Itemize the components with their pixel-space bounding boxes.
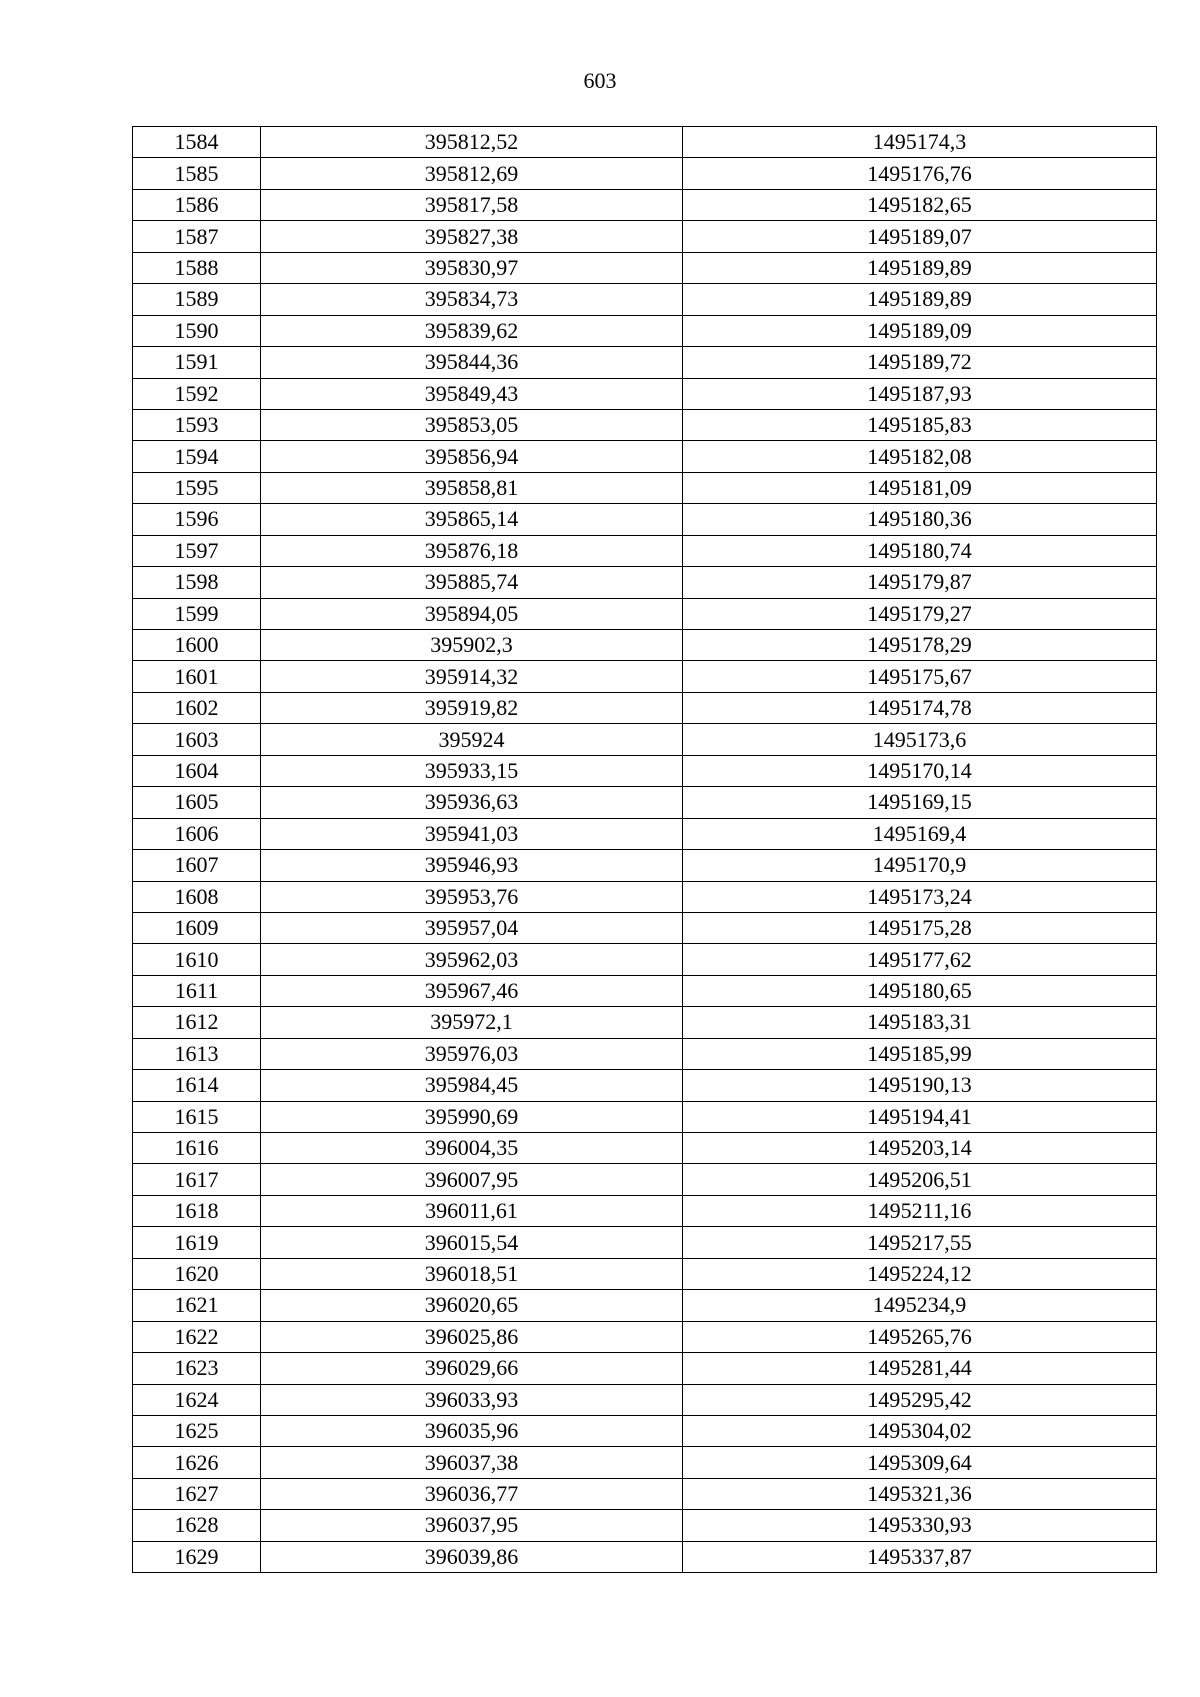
x-coordinate-cell: 396037,95 — [261, 1510, 683, 1541]
table-row — [133, 692, 1157, 723]
point-number-cell: 1593 — [133, 409, 261, 440]
point-number-cell: 1586 — [133, 189, 261, 220]
table-row — [133, 630, 1157, 661]
table-row — [133, 1258, 1157, 1289]
table-row — [133, 1164, 1157, 1195]
x-coordinate-cell: 395976,03 — [261, 1038, 683, 1069]
y-coordinate-cell: 1495281,44 — [683, 1353, 1157, 1384]
point-number-cell: 1599 — [133, 598, 261, 629]
coordinates-table-body — [133, 127, 1157, 1573]
y-coordinate-cell: 1495295,42 — [683, 1384, 1157, 1415]
table-row — [133, 504, 1157, 535]
table-row — [133, 1070, 1157, 1101]
y-coordinate-cell: 1495321,36 — [683, 1478, 1157, 1509]
point-number-cell: 1604 — [133, 755, 261, 786]
point-number-cell: 1619 — [133, 1227, 261, 1258]
point-number-cell: 1585 — [133, 158, 261, 189]
point-number-cell: 1595 — [133, 472, 261, 503]
table-row — [133, 1478, 1157, 1509]
point-number-cell: 1589 — [133, 284, 261, 315]
x-coordinate-cell: 395853,05 — [261, 409, 683, 440]
x-coordinate-cell: 395865,14 — [261, 504, 683, 535]
x-coordinate-cell: 395876,18 — [261, 535, 683, 566]
point-number-cell: 1629 — [133, 1541, 261, 1572]
table-row — [133, 1321, 1157, 1352]
table-row — [133, 127, 1157, 158]
point-number-cell: 1609 — [133, 912, 261, 943]
table-row — [133, 535, 1157, 566]
table-row — [133, 661, 1157, 692]
y-coordinate-cell: 1495189,09 — [683, 315, 1157, 346]
y-coordinate-cell: 1495180,36 — [683, 504, 1157, 535]
x-coordinate-cell: 395894,05 — [261, 598, 683, 629]
y-coordinate-cell: 1495174,78 — [683, 692, 1157, 723]
x-coordinate-cell: 395839,62 — [261, 315, 683, 346]
x-coordinate-cell: 395957,04 — [261, 912, 683, 943]
y-coordinate-cell: 1495206,51 — [683, 1164, 1157, 1195]
y-coordinate-cell: 1495265,76 — [683, 1321, 1157, 1352]
table-row — [133, 1353, 1157, 1384]
table-row — [133, 818, 1157, 849]
y-coordinate-cell: 1495175,67 — [683, 661, 1157, 692]
table-row — [133, 189, 1157, 220]
point-number-cell: 1627 — [133, 1478, 261, 1509]
y-coordinate-cell: 1495179,87 — [683, 567, 1157, 598]
x-coordinate-cell: 395844,36 — [261, 347, 683, 378]
table-row — [133, 284, 1157, 315]
table-row — [133, 1227, 1157, 1258]
y-coordinate-cell: 1495173,6 — [683, 724, 1157, 755]
table-row — [133, 755, 1157, 786]
x-coordinate-cell: 395812,69 — [261, 158, 683, 189]
x-coordinate-cell: 396033,93 — [261, 1384, 683, 1415]
table-row — [133, 975, 1157, 1006]
y-coordinate-cell: 1495211,16 — [683, 1195, 1157, 1226]
table-row — [133, 881, 1157, 912]
point-number-cell: 1601 — [133, 661, 261, 692]
x-coordinate-cell: 395919,82 — [261, 692, 683, 723]
table-row — [133, 409, 1157, 440]
table-row — [133, 598, 1157, 629]
table-row — [133, 441, 1157, 472]
table-row — [133, 1290, 1157, 1321]
table-row — [133, 221, 1157, 252]
table-row — [133, 1384, 1157, 1415]
y-coordinate-cell: 1495173,24 — [683, 881, 1157, 912]
x-coordinate-cell: 395990,69 — [261, 1101, 683, 1132]
x-coordinate-cell: 396020,65 — [261, 1290, 683, 1321]
x-coordinate-cell: 395902,3 — [261, 630, 683, 661]
y-coordinate-cell: 1495189,89 — [683, 284, 1157, 315]
y-coordinate-cell: 1495234,9 — [683, 1290, 1157, 1321]
table-row — [133, 850, 1157, 881]
point-number-cell: 1623 — [133, 1353, 261, 1384]
point-number-cell: 1600 — [133, 630, 261, 661]
x-coordinate-cell: 396036,77 — [261, 1478, 683, 1509]
x-coordinate-cell: 395858,81 — [261, 472, 683, 503]
x-coordinate-cell: 395941,03 — [261, 818, 683, 849]
x-coordinate-cell: 396018,51 — [261, 1258, 683, 1289]
table-row — [133, 567, 1157, 598]
x-coordinate-cell: 396004,35 — [261, 1133, 683, 1164]
point-number-cell: 1584 — [133, 127, 261, 158]
x-coordinate-cell: 396025,86 — [261, 1321, 683, 1352]
y-coordinate-cell: 1495337,87 — [683, 1541, 1157, 1572]
point-number-cell: 1626 — [133, 1447, 261, 1478]
x-coordinate-cell: 396037,38 — [261, 1447, 683, 1478]
y-coordinate-cell: 1495304,02 — [683, 1415, 1157, 1446]
y-coordinate-cell: 1495169,15 — [683, 787, 1157, 818]
x-coordinate-cell: 396011,61 — [261, 1195, 683, 1226]
x-coordinate-cell: 395933,15 — [261, 755, 683, 786]
x-coordinate-cell: 395936,63 — [261, 787, 683, 818]
point-number-cell: 1625 — [133, 1415, 261, 1446]
table-row — [133, 724, 1157, 755]
point-number-cell: 1615 — [133, 1101, 261, 1132]
y-coordinate-cell: 1495189,72 — [683, 347, 1157, 378]
y-coordinate-cell: 1495177,62 — [683, 944, 1157, 975]
x-coordinate-cell: 395830,97 — [261, 252, 683, 283]
x-coordinate-cell: 395914,32 — [261, 661, 683, 692]
x-coordinate-cell: 396029,66 — [261, 1353, 683, 1384]
y-coordinate-cell: 1495203,14 — [683, 1133, 1157, 1164]
table-row — [133, 787, 1157, 818]
y-coordinate-cell: 1495180,74 — [683, 535, 1157, 566]
y-coordinate-cell: 1495179,27 — [683, 598, 1157, 629]
point-number-cell: 1622 — [133, 1321, 261, 1352]
point-number-cell: 1628 — [133, 1510, 261, 1541]
table-row — [133, 347, 1157, 378]
point-number-cell: 1624 — [133, 1384, 261, 1415]
table-row — [133, 912, 1157, 943]
table-row — [133, 252, 1157, 283]
x-coordinate-cell: 396039,86 — [261, 1541, 683, 1572]
point-number-cell: 1617 — [133, 1164, 261, 1195]
point-number-cell: 1605 — [133, 787, 261, 818]
point-number-cell: 1613 — [133, 1038, 261, 1069]
point-number-cell: 1596 — [133, 504, 261, 535]
point-number-cell: 1616 — [133, 1133, 261, 1164]
point-number-cell: 1587 — [133, 221, 261, 252]
y-coordinate-cell: 1495180,65 — [683, 975, 1157, 1006]
y-coordinate-cell: 1495182,08 — [683, 441, 1157, 472]
y-coordinate-cell: 1495175,28 — [683, 912, 1157, 943]
y-coordinate-cell: 1495176,76 — [683, 158, 1157, 189]
y-coordinate-cell: 1495181,09 — [683, 472, 1157, 503]
x-coordinate-cell: 395967,46 — [261, 975, 683, 1006]
point-number-cell: 1614 — [133, 1070, 261, 1101]
point-number-cell: 1588 — [133, 252, 261, 283]
point-number-cell: 1592 — [133, 378, 261, 409]
y-coordinate-cell: 1495217,55 — [683, 1227, 1157, 1258]
table-row — [133, 1133, 1157, 1164]
x-coordinate-cell: 395885,74 — [261, 567, 683, 598]
point-number-cell: 1602 — [133, 692, 261, 723]
table-row — [133, 472, 1157, 503]
table-row — [133, 1038, 1157, 1069]
table-row — [133, 1447, 1157, 1478]
x-coordinate-cell: 395849,43 — [261, 378, 683, 409]
x-coordinate-cell: 395834,73 — [261, 284, 683, 315]
point-number-cell: 1590 — [133, 315, 261, 346]
point-number-cell: 1620 — [133, 1258, 261, 1289]
y-coordinate-cell: 1495182,65 — [683, 189, 1157, 220]
point-number-cell: 1597 — [133, 535, 261, 566]
x-coordinate-cell: 395827,38 — [261, 221, 683, 252]
x-coordinate-cell: 396035,96 — [261, 1415, 683, 1446]
y-coordinate-cell: 1495224,12 — [683, 1258, 1157, 1289]
y-coordinate-cell: 1495309,64 — [683, 1447, 1157, 1478]
y-coordinate-cell: 1495185,99 — [683, 1038, 1157, 1069]
x-coordinate-cell: 395962,03 — [261, 944, 683, 975]
point-number-cell: 1621 — [133, 1290, 261, 1321]
point-number-cell: 1618 — [133, 1195, 261, 1226]
point-number-cell: 1612 — [133, 1007, 261, 1038]
x-coordinate-cell: 395946,93 — [261, 850, 683, 881]
point-number-cell: 1594 — [133, 441, 261, 472]
table-row — [133, 1541, 1157, 1572]
table-row — [133, 1510, 1157, 1541]
table-row — [133, 1007, 1157, 1038]
y-coordinate-cell: 1495187,93 — [683, 378, 1157, 409]
x-coordinate-cell: 395856,94 — [261, 441, 683, 472]
table-row — [133, 315, 1157, 346]
x-coordinate-cell: 395817,58 — [261, 189, 683, 220]
table-row — [133, 1415, 1157, 1446]
point-number-cell: 1598 — [133, 567, 261, 598]
x-coordinate-cell: 395972,1 — [261, 1007, 683, 1038]
x-coordinate-cell: 395924 — [261, 724, 683, 755]
point-number-cell: 1607 — [133, 850, 261, 881]
point-number-cell: 1608 — [133, 881, 261, 912]
x-coordinate-cell: 395953,76 — [261, 881, 683, 912]
table-row — [133, 378, 1157, 409]
y-coordinate-cell: 1495178,29 — [683, 630, 1157, 661]
y-coordinate-cell: 1495170,14 — [683, 755, 1157, 786]
y-coordinate-cell: 1495189,89 — [683, 252, 1157, 283]
table-row — [133, 1101, 1157, 1132]
x-coordinate-cell: 396007,95 — [261, 1164, 683, 1195]
x-coordinate-cell: 395812,52 — [261, 127, 683, 158]
coordinates-table — [132, 126, 1157, 1573]
point-number-cell: 1606 — [133, 818, 261, 849]
table-row — [133, 944, 1157, 975]
point-number-cell: 1610 — [133, 944, 261, 975]
table-row — [133, 158, 1157, 189]
table-row — [133, 1195, 1157, 1226]
x-coordinate-cell: 395984,45 — [261, 1070, 683, 1101]
page-number: 603 — [583, 68, 617, 93]
point-number-cell: 1611 — [133, 975, 261, 1006]
y-coordinate-cell: 1495189,07 — [683, 221, 1157, 252]
y-coordinate-cell: 1495183,31 — [683, 1007, 1157, 1038]
y-coordinate-cell: 1495185,83 — [683, 409, 1157, 440]
y-coordinate-cell: 1495190,13 — [683, 1070, 1157, 1101]
y-coordinate-cell: 1495169,4 — [683, 818, 1157, 849]
y-coordinate-cell: 1495170,9 — [683, 850, 1157, 881]
y-coordinate-cell: 1495330,93 — [683, 1510, 1157, 1541]
y-coordinate-cell: 1495194,41 — [683, 1101, 1157, 1132]
point-number-cell: 1591 — [133, 347, 261, 378]
y-coordinate-cell: 1495174,3 — [683, 127, 1157, 158]
point-number-cell: 1603 — [133, 724, 261, 755]
x-coordinate-cell: 396015,54 — [261, 1227, 683, 1258]
